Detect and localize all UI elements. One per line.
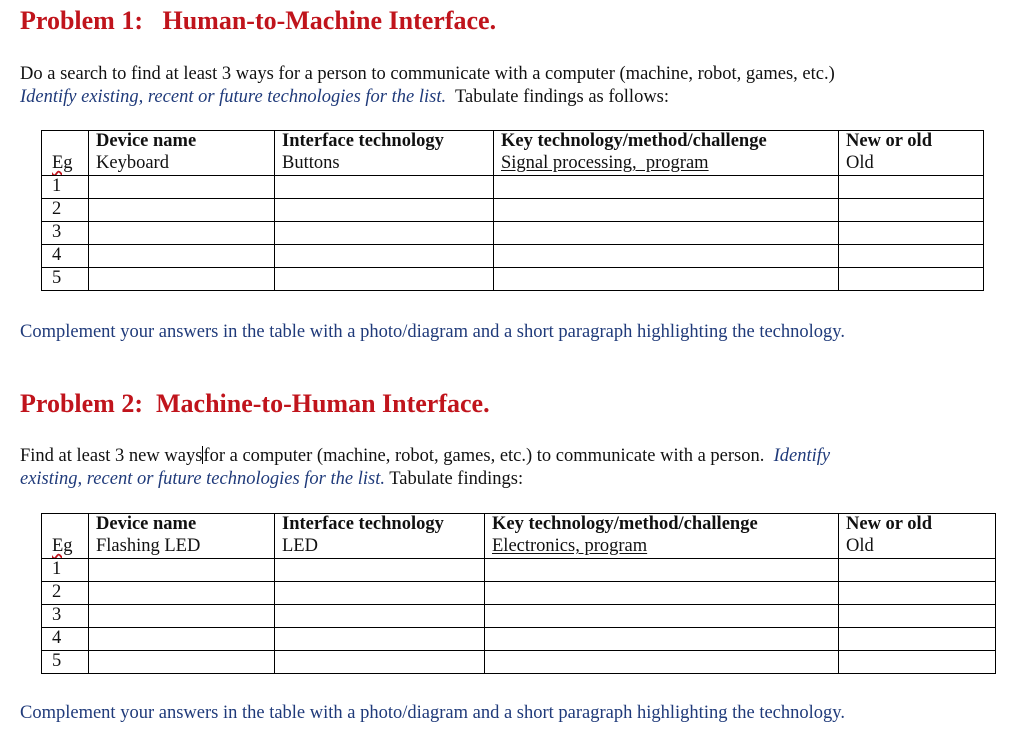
table-cell[interactable] [89, 651, 275, 674]
table-cell[interactable] [494, 222, 839, 245]
table-cell[interactable] [485, 536, 839, 559]
table-row [42, 559, 996, 582]
table-cell[interactable] [839, 582, 996, 605]
problem2-footer: Complement your answers in the table with a photo/diagram and a short paragraph highlighting the technology. [20, 703, 845, 723]
table-cell[interactable] [275, 651, 485, 674]
example-key-tech: Electronics, program [492, 536, 648, 556]
table-row [42, 245, 984, 268]
problem1-line2-rest: Tabulate findings as follows: [446, 87, 670, 107]
table-cell[interactable] [275, 176, 494, 199]
table-cell[interactable] [494, 176, 839, 199]
table-header-cell: Device name [89, 514, 275, 537]
table-cell[interactable] [839, 222, 984, 245]
table-cell[interactable] [89, 605, 275, 628]
table-cell[interactable] [275, 605, 485, 628]
table-cell[interactable] [89, 222, 275, 245]
table-cell[interactable] [839, 651, 996, 674]
row-label [42, 153, 89, 176]
problem1-line1: Do a search to find at least 3 ways for a person to communicate with a computer (machine, robot, games, etc.) [20, 64, 835, 84]
problem1-footer: Complement your answers in the table with a photo/diagram and a short paragraph highlighting the technology. [20, 322, 845, 342]
table-cell[interactable]: Old [839, 153, 984, 176]
problem2-instructions [20, 445, 830, 491]
table-header-row [42, 514, 996, 537]
table-header-cell [42, 514, 89, 537]
example-label: Eg [52, 153, 73, 173]
problem2-line2 [20, 468, 830, 491]
table-cell[interactable] [275, 222, 494, 245]
problem1-table [41, 130, 984, 291]
table-cell[interactable] [839, 176, 984, 199]
table-cell[interactable] [494, 268, 839, 291]
row-label [42, 536, 89, 559]
example-label: Eg [52, 536, 73, 556]
table-cell[interactable] [485, 582, 839, 605]
table-row [42, 176, 984, 199]
problem2-line2-italic: existing, recent or future technologies for the list. [20, 469, 385, 489]
table-cell[interactable] [89, 628, 275, 651]
row-number: 3 [42, 605, 89, 628]
table-row [42, 582, 996, 605]
table-header-cell [42, 131, 89, 154]
problem2-line1 [20, 445, 830, 468]
table-cell[interactable] [89, 199, 275, 222]
table-cell[interactable] [485, 559, 839, 582]
row-number: 2 [42, 582, 89, 605]
table-cell[interactable] [485, 651, 839, 674]
table-cell[interactable] [275, 559, 485, 582]
row-number: 5 [42, 651, 89, 674]
table-cell[interactable] [275, 199, 494, 222]
table-cell[interactable] [275, 628, 485, 651]
table-cell[interactable] [839, 245, 984, 268]
table-header-cell: New or old [839, 131, 984, 154]
problem2-line1-b: for a computer (machine, robot, games, etc.) to communicate with a person. [203, 446, 774, 466]
table-cell[interactable] [485, 605, 839, 628]
table-cell[interactable] [89, 582, 275, 605]
table-row [42, 199, 984, 222]
table-header-cell: Device name [89, 131, 275, 154]
table-cell[interactable] [839, 628, 996, 651]
problem2-heading: Problem 2: Machine-to-Human Interface. [20, 389, 490, 418]
table-cell[interactable] [89, 176, 275, 199]
table-cell[interactable] [494, 199, 839, 222]
table-row-example [42, 536, 996, 559]
table-header-cell: Interface technology [275, 514, 485, 537]
problem1-heading: Problem 1: Human-to-Machine Interface. [20, 6, 497, 35]
table-cell[interactable] [89, 245, 275, 268]
row-number: 1 [42, 559, 89, 582]
table-cell[interactable] [839, 199, 984, 222]
table-header-row [42, 131, 984, 154]
table-cell[interactable] [494, 245, 839, 268]
table-row [42, 651, 996, 674]
table-cell[interactable] [839, 605, 996, 628]
table-row [42, 222, 984, 245]
table-cell[interactable] [485, 628, 839, 651]
table-cell[interactable] [89, 268, 275, 291]
table-header-cell: Key technology/method/challenge [494, 131, 839, 154]
problem2-line1-a: Find at least 3 new ways [20, 446, 203, 466]
row-number: 1 [42, 176, 89, 199]
table-cell[interactable]: Keyboard [89, 153, 275, 176]
problem1-instructions [20, 63, 835, 109]
table-cell[interactable] [275, 268, 494, 291]
table-header-cell: Interface technology [275, 131, 494, 154]
table-cell[interactable]: Buttons [275, 153, 494, 176]
table-cell[interactable] [89, 559, 275, 582]
problem1-line2 [20, 86, 835, 109]
row-number: 4 [42, 628, 89, 651]
table-row [42, 628, 996, 651]
table-cell[interactable] [275, 245, 494, 268]
problem1-line2-italic: Identify existing, recent or future technologies for the list. [20, 87, 447, 107]
example-key-tech: Signal processing, program [501, 153, 709, 173]
row-number: 5 [42, 268, 89, 291]
table-row [42, 268, 984, 291]
table-cell[interactable] [494, 153, 839, 176]
row-number: 4 [42, 245, 89, 268]
table-header-cell: Key technology/method/challenge [485, 514, 839, 537]
table-header-cell: New or old [839, 514, 996, 537]
table-cell[interactable]: LED [275, 536, 485, 559]
table-cell[interactable] [275, 582, 485, 605]
row-number: 2 [42, 199, 89, 222]
table-cell[interactable]: Old [839, 536, 996, 559]
problem2-table [41, 513, 996, 674]
table-row [42, 605, 996, 628]
table-cell[interactable] [839, 559, 996, 582]
problem2-line2-rest: Tabulate findings: [384, 469, 524, 489]
table-cell[interactable]: Flashing LED [89, 536, 275, 559]
row-number: 3 [42, 222, 89, 245]
table-row-example [42, 153, 984, 176]
table-cell[interactable] [839, 268, 984, 291]
problem2-line1-italic: Identify [773, 446, 831, 466]
